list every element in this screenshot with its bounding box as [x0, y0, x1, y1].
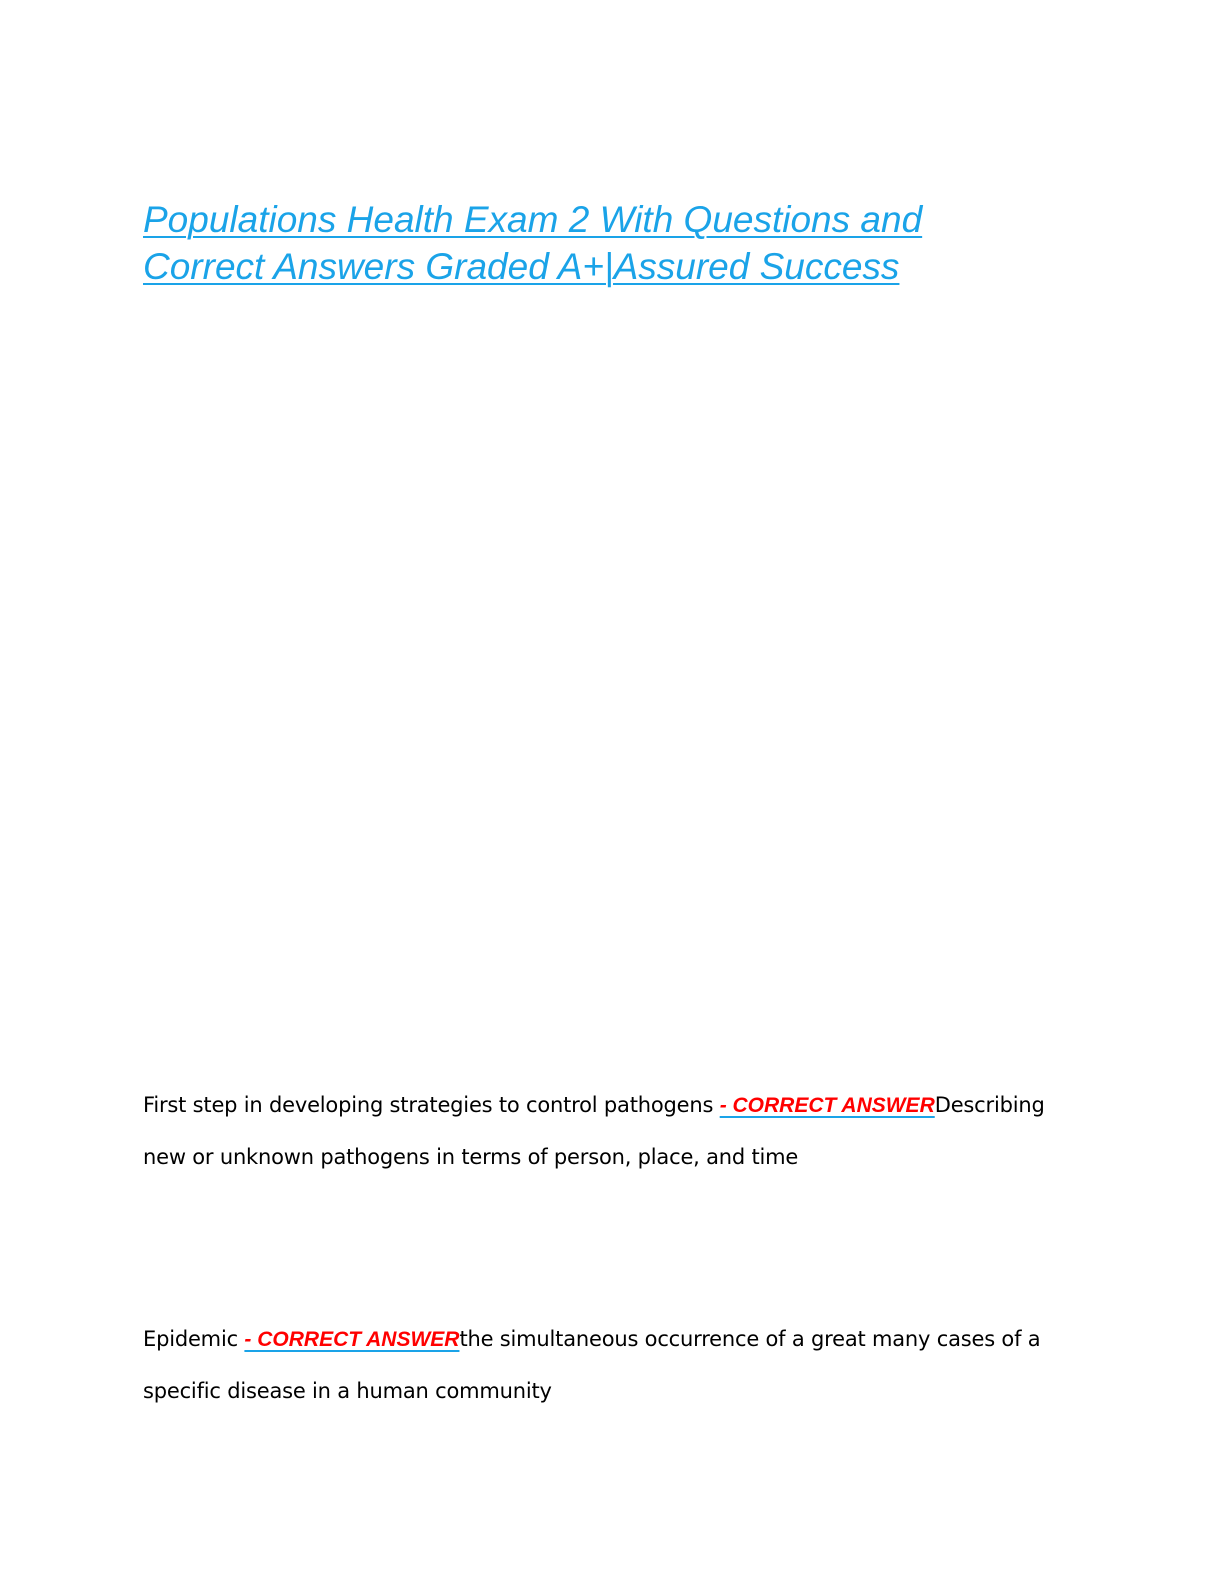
qa-item: [143, 1080, 1063, 1183]
document-title-link[interactable]: Populations Health Exam 2 With Questions and Correct Answers Graded A+|Assured Success: [143, 199, 923, 287]
question-text: Epidemic: [143, 1327, 245, 1351]
question-text: First step in developing strategies to control pathogens: [143, 1093, 720, 1117]
answer-text: the simultaneous occurrence of a great many cases of a specific disease in a human community: [143, 1327, 1041, 1403]
correct-answer-marker: - CORRECT ANSWER: [719, 1094, 935, 1117]
answer-text: Describing new or unknown pathogens in terms of person, place, and time: [143, 1093, 1045, 1169]
correct-answer-marker: - CORRECT ANSWER: [244, 1328, 460, 1351]
qa-item: [143, 1314, 1063, 1417]
